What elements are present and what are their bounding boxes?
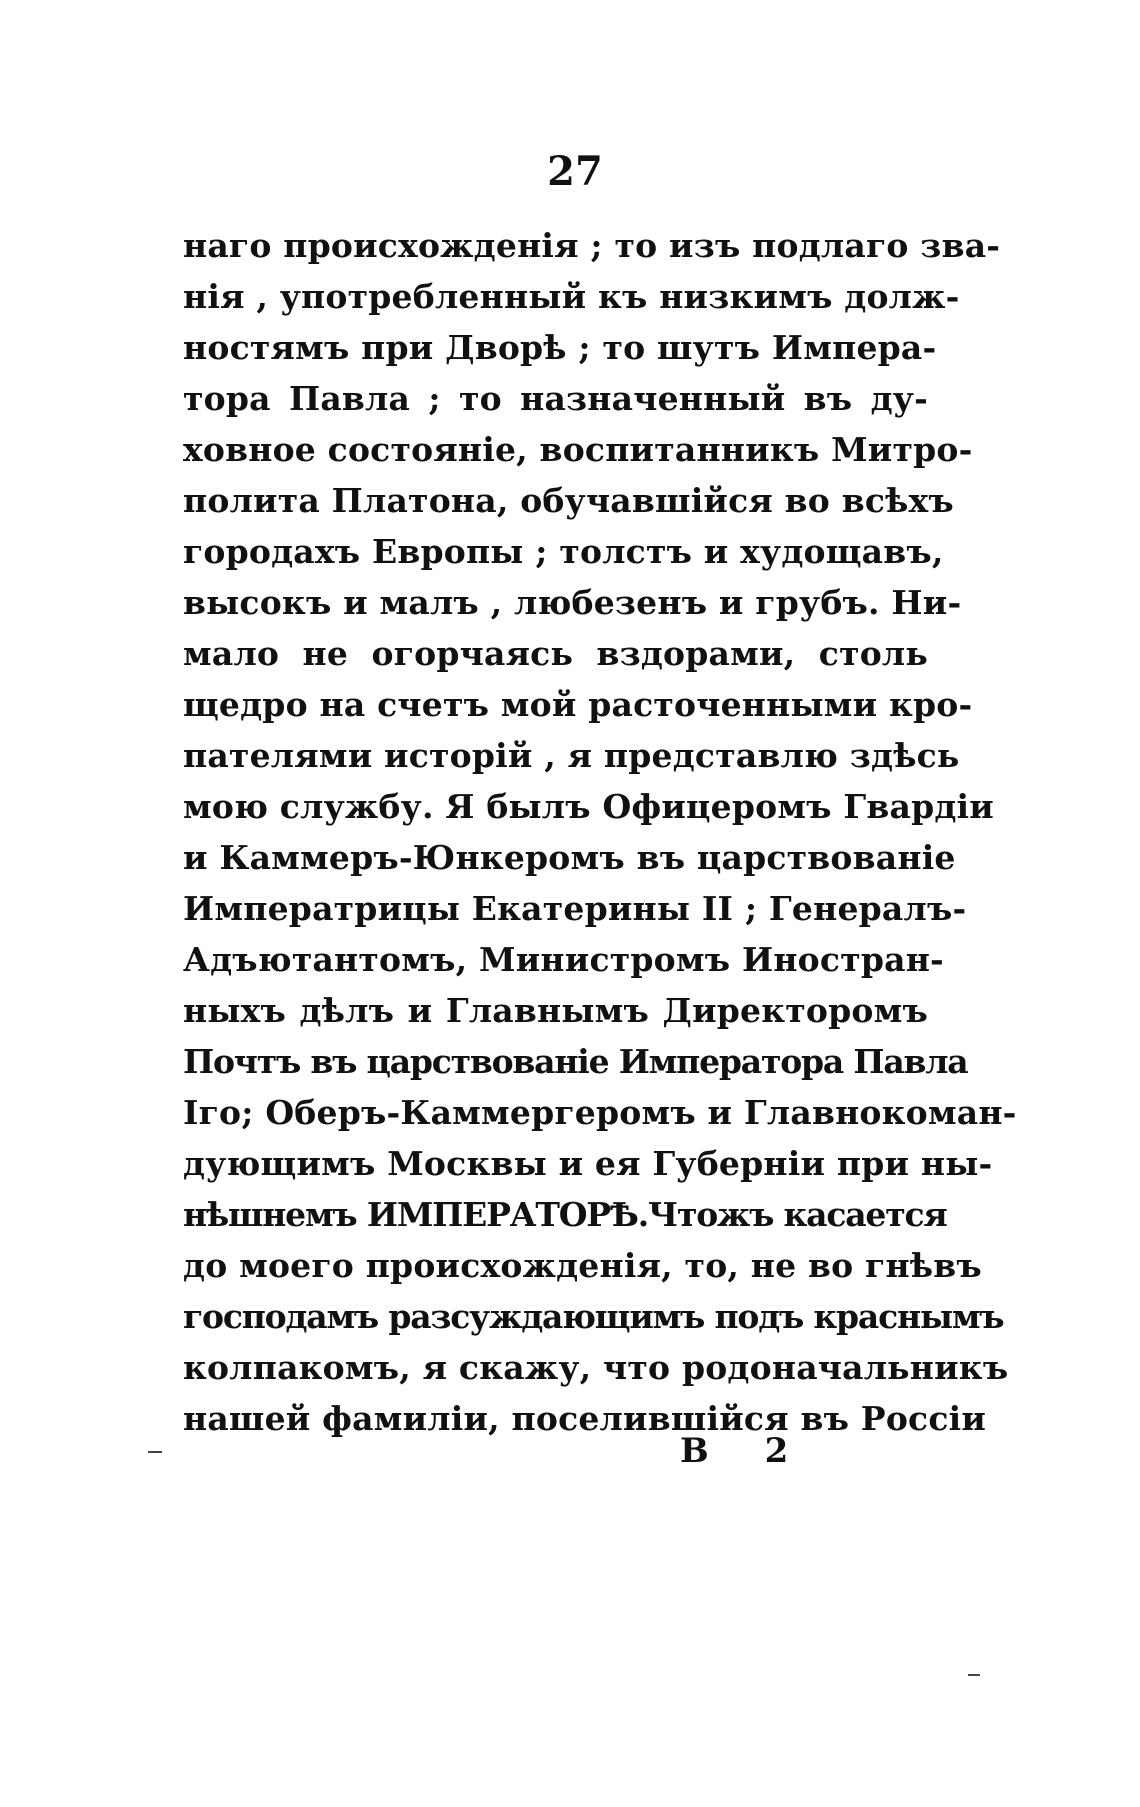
signature-mark: В 2 <box>680 1431 811 1471</box>
text-line: щедро на счетъ мой расточенными кро- <box>183 685 973 724</box>
text-line: высокъ и малъ , любезенъ и грубъ. Ни- <box>183 583 962 622</box>
text-line: господамъ разсуждающимъ подъ краснымъ <box>183 1297 1004 1336</box>
text-line: мало не огорчаясь вздорами, столь <box>183 634 928 673</box>
text-line: городахъ Европы ; толстъ и худощавъ, <box>183 532 944 571</box>
text-line: нашей фамиліи, поселившійся въ Россіи <box>183 1399 987 1438</box>
text-line: ностямъ при Дворѣ ; то шутъ Импера- <box>183 328 937 367</box>
text-line: ховное состояніе, воспитанникъ Митро- <box>183 430 973 469</box>
text-line: Іго; Оберъ-Каммергеромъ и Главнокоман- <box>183 1093 1017 1132</box>
text-line: наго происхожденія ; то изъ подлаго зва- <box>183 226 1001 265</box>
scan-dash-left <box>148 1451 162 1453</box>
text-line: нѣшнемъ ИМПЕРАТОРѢ.Чтожъ касается <box>183 1195 947 1234</box>
text-line: мою службу. Я былъ Офицеромъ Гвардіи <box>183 787 994 826</box>
text-line: колпакомъ, я скажу, что родоначальникъ <box>183 1348 1009 1387</box>
text-line: дующимъ Москвы и ея Губерніи при ны- <box>183 1144 993 1183</box>
text-line: Императрицы Екатерины II ; Генералъ- <box>183 889 967 928</box>
text-line: до моего происхожденія, то, не во гнѣвъ <box>183 1246 982 1285</box>
scan-dash-bottom <box>968 1674 980 1676</box>
body-text <box>183 220 1017 1444</box>
page-number: 27 <box>547 148 603 195</box>
text-line: Адъютантомъ, Министромъ Иностран- <box>183 940 944 979</box>
text-line: Почтъ въ царствованіе Императора Павла <box>183 1042 968 1081</box>
text-line: полита Платона, обучавшійся во всѣхъ <box>183 481 954 520</box>
text-line: тора Павла ; то назначенный въ ду- <box>183 379 928 418</box>
text-line: нія , употребленный къ низкимъ долж- <box>183 277 960 316</box>
text-line: пателями исторій , я представлю здѣсь <box>183 736 960 775</box>
text-line: и Каммеръ-Юнкеромъ въ царствованіе <box>183 838 956 877</box>
text-line: ныхъ дѣлъ и Главнымъ Директоромъ <box>183 991 928 1030</box>
